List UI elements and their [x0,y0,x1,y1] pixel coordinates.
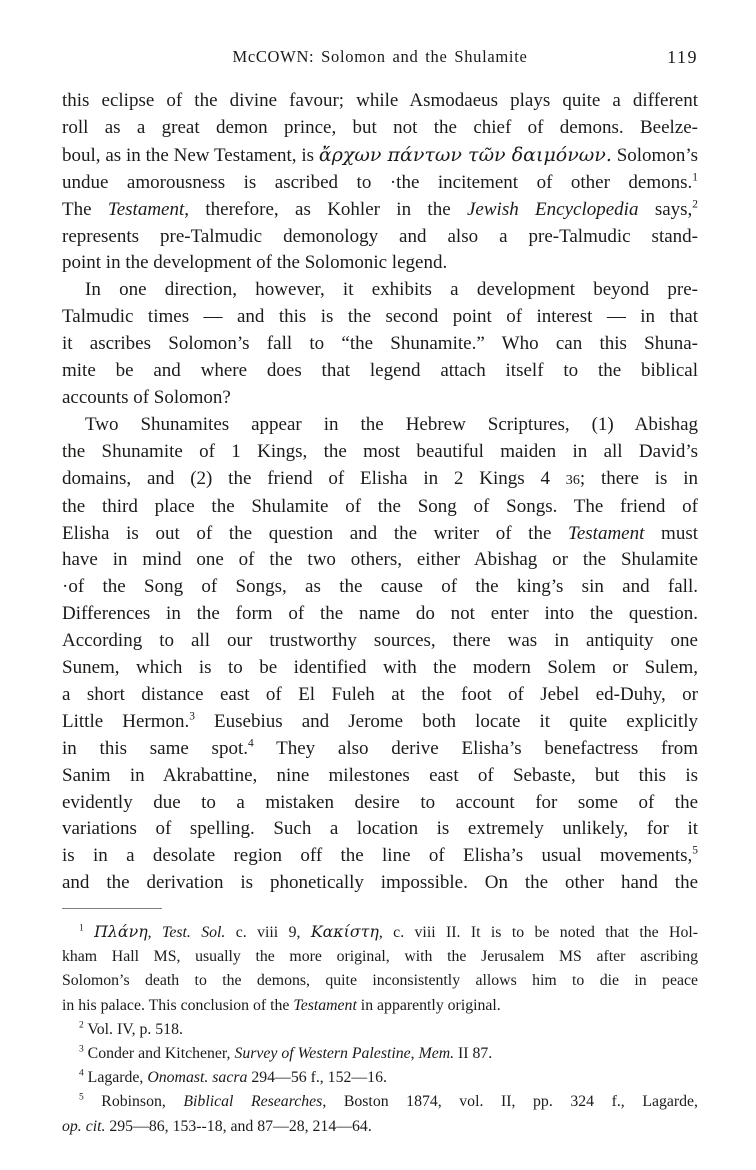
body-text [62,88,698,897]
text-line [62,277,698,304]
text-line [62,843,698,870]
text-line [62,1018,698,1042]
text-line [62,88,698,115]
text-segment: have in mind one of the two others, either Abishag or the Shulamite [62,549,698,571]
footnotes [62,920,698,1139]
footnote-ref: 5 [692,845,698,858]
text-line [62,197,698,224]
text-segment: II 87. [454,1045,493,1063]
running-header [62,47,698,67]
text-segment: undue amorousness is ascribed to ·the incitement of other demons. [62,171,693,193]
footnote-ref: 3 [189,710,195,723]
italic-text: Jewish Encyclopedia [467,198,639,220]
text-segment: Conder and Kitchener, [83,1045,235,1063]
text-line [62,601,698,628]
text-segment: Solomon’s death to the demons, quite inconsistently allows him to die in peace [62,972,698,990]
text-segment: represents pre-Talmudic demonology and also a pre-Talmudic stand- [62,225,698,247]
text-segment: Robinson, [83,1093,184,1111]
footnote-ref: 1 [692,171,698,184]
text-line [62,816,698,843]
text-line [62,115,698,142]
text-segment: variations of spelling. Such a location is extremely unlikely, for it [62,818,698,840]
text-segment: domains, and (2) the friend of Elisha in 2 Kings 4 [62,467,566,489]
text-line [62,439,698,466]
text-segment [84,924,94,941]
text-segment: Vol. IV, p. 518. [83,1020,183,1038]
text-segment: Lagarde, [83,1069,148,1087]
text-line [62,142,698,170]
italic-text: op. cit. [62,1117,106,1135]
text-line [62,870,698,897]
text-segment: Eusebius and Jerome both locate it quite explicitly [194,710,698,732]
page-number: 119 [667,47,698,67]
footnote-ref: 2 [79,1020,84,1031]
text-segment: c. viii 9, [225,924,311,941]
text-line [62,547,698,574]
italic-text: Test. Sol. [162,924,226,941]
text-segment: Two Shunamites appear in the Hebrew Scriptures, (1) Abishag [85,413,698,435]
text-line [62,1042,698,1066]
text-segment: kham Hall MS, usually the more original, with the Jerusalem MS after ascribing [62,948,698,966]
text-segment: roll as a great demon prince, but not the chief of demons. Beelze- [62,116,698,138]
verse-number: 36 [565,471,580,488]
italic-text: Biblical Researches [183,1093,323,1111]
text-segment: The [62,198,108,220]
text-segment: the third place the Shulamite of the Song of Songs. The friend of [62,495,698,517]
text-line [62,494,698,521]
greek-text: Κακίστη [310,922,379,941]
text-line [62,945,698,969]
text-segment: Solomon’s [611,144,698,166]
text-line [62,358,698,385]
text-line [62,250,698,277]
footnote-ref: 5 [79,1093,84,1104]
text-line [62,920,698,945]
text-segment: says, [638,198,693,220]
text-segment: boul, as in the New Testament, is [62,144,319,166]
text-line [62,655,698,682]
footnote-separator [62,908,162,909]
text-segment: in apparently original. [356,996,501,1014]
text-segment: ·of the Song of Songs, as the cause of the king’s sin and fall. [62,576,698,598]
text-line [62,1115,698,1139]
text-line [62,574,698,601]
italic-text: Onomast. sacra [147,1069,248,1087]
italic-text: Testament [568,522,645,544]
text-line [62,736,698,763]
text-segment: , [410,1045,419,1063]
text-line [62,304,698,331]
text-segment: in this same spot. [62,737,248,759]
text-segment: evidently due to a mistaken desire to account for some of the [62,791,698,813]
text-line [62,969,698,993]
greek-text: ἄρχων πάντων τῶν δαιμόνων. [318,143,612,166]
italic-text: Mem. [418,1045,455,1063]
text-segment: , Boston 1874, vol. II, pp. 324 f., Lagarde, [322,1093,699,1111]
text-segment: In one direction, however, it exhibits a development beyond pre- [85,279,698,301]
text-line [62,1090,698,1114]
text-segment: a short distance east of El Fuleh at the foot of Jebel ed-Duhy, or [62,683,698,705]
text-line [62,994,698,1018]
footnote-ref: 4 [79,1068,84,1079]
text-segment: is in a desolate region off the line of Elisha’s usual movements, [62,845,693,867]
text-segment: mite be and where does that legend attach itself to the biblical [62,360,698,382]
text-segment: this eclipse of the divine favour; while Asmodaeus plays quite a different [62,90,698,111]
text-line [62,466,698,494]
text-line [62,521,698,548]
text-segment: , therefore, as Kohler in the [184,198,467,220]
text-line [62,709,698,736]
text-line [62,170,698,197]
text-segment: According to all our trustworthy sources, there was in antiquity one [62,630,698,652]
footnote-ref: 2 [692,198,698,211]
text-segment: Sunem, which is to be identified with the modern Solem or Sulem, [62,657,698,679]
text-segment: They also derive Elisha’s benefactress from [253,737,698,759]
footnote-ref: 4 [247,737,254,750]
text-segment: and the derivation is phonetically impossible. On the other hand the [62,872,698,894]
text-line [62,682,698,709]
text-segment: , [147,924,163,941]
text-line [62,385,698,412]
footnote-ref: 3 [79,1044,84,1055]
text-segment: point in the development of the Solomonic legend. [62,252,448,274]
running-title: McCOWN: Solomon and the Shulamite [232,47,528,66]
text-segment: Elisha is out of the question and the writer of the [62,522,569,544]
italic-text: Testament [107,198,185,220]
text-segment: , c. viii II. It is to be noted that the Hol- [378,924,699,941]
text-line [62,331,698,358]
text-line [62,763,698,790]
greek-text: Πλάνη [94,922,148,941]
text-segment: Talmudic times — and this is the second point of interest — in that [62,306,698,328]
text-segment: ; there is in [579,467,699,489]
text-segment: 295—86, 153--18, and 87—28, 214—64. [105,1117,372,1135]
text-line [62,1066,698,1090]
footnote-ref: 1 [79,923,84,934]
text-line [62,412,698,439]
text-segment: it ascribes Solomon’s fall to “the Shunamite.” Who can this Shuna- [62,333,698,355]
text-line [62,628,698,655]
text-segment: the Shunamite of 1 Kings, the most beautiful maiden in all David’s [62,440,698,462]
italic-text: Testament [293,996,357,1014]
text-line [62,224,698,251]
text-segment: Little Hermon. [62,710,190,732]
italic-text: Survey of Western Palestine [234,1045,411,1063]
text-segment: must [644,522,699,544]
text-line [62,790,698,817]
text-segment: Sanim in Akrabattine, nine milestones east of Sebaste, but this is [62,764,698,786]
text-segment: accounts of Solomon? [62,386,231,408]
text-segment: in his palace. This conclusion of the [62,996,294,1014]
text-segment: Differences in the form of the name do not enter into the question. [62,603,698,625]
text-segment: 294—56 f., 152—16. [247,1069,387,1087]
